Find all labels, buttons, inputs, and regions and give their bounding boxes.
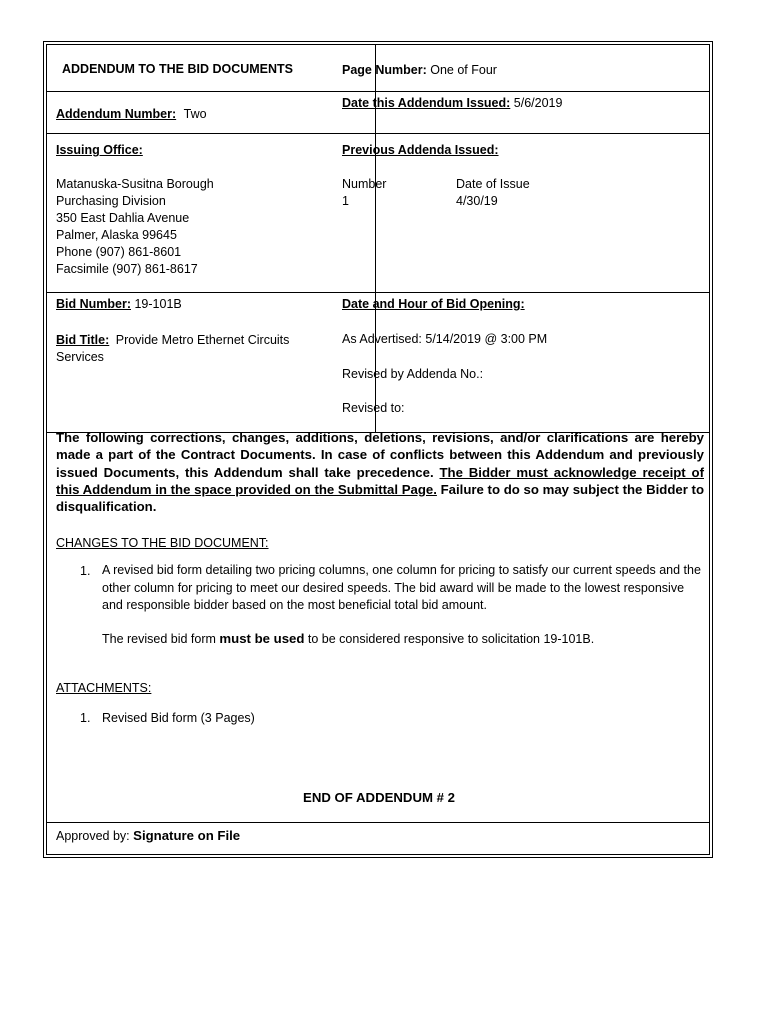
row-divider (47, 292, 709, 293)
issuing-office-line: Phone (907) 861-8601 (56, 245, 182, 259)
approval-signature: Signature on File (133, 828, 241, 843)
bid-title-value: Provide Metro Ethernet Circuits (115, 333, 290, 347)
addendum-number-label: Addendum Number: (56, 107, 177, 121)
bid-number-value: 19-101B (134, 297, 182, 311)
end-of-addendum: END OF ADDENDUM # 2 (303, 790, 455, 805)
changes-note-text: The revised bid form (102, 632, 220, 646)
issuing-office-line: Matanuska-Susitna Borough (56, 177, 214, 191)
date-issued (342, 95, 562, 111)
addendum-form (43, 41, 713, 858)
page-number-label: Page Number: (342, 63, 427, 77)
issuing-office-line: Facsimile (907) 861-8617 (56, 262, 198, 276)
changes-item-text: A revised bid form detailing two pricing columns, one column for pricing to satisfy our current speeds and the other column for pricing to meet our desired speeds. The bid award will be made to the lowest responsive and responsible bidder based on the most beneficial total bid amount. (102, 563, 701, 613)
document-title: ADDENDUM TO THE BID DOCUMENTS (62, 62, 294, 76)
addendum-number-value: Two (183, 107, 207, 121)
row-divider (47, 133, 709, 134)
issuing-office-label: Issuing Office: (56, 143, 143, 157)
changes-item-number: 1. (80, 564, 91, 578)
page-number (342, 62, 497, 78)
addenda-row-date: 4/30/19 (456, 194, 498, 208)
issuing-office-line: Purchasing Division (56, 194, 166, 208)
notice-text: Failure to do so may subject the Bidder to disqualification. (56, 481, 704, 515)
changes-note (102, 631, 594, 647)
previous-addenda-label: Previous Addenda Issued: (342, 143, 499, 157)
addenda-column-date: Date of Issue (456, 177, 530, 191)
notice-paragraph (56, 429, 704, 515)
bid-opening-label: Date and Hour of Bid Opening: (342, 297, 525, 311)
bid-opening-revised-to: Revised to: (342, 401, 405, 415)
addenda-column-number: Number (342, 177, 387, 191)
bid-number (56, 296, 182, 312)
notice-text: The following corrections, changes, additions, deletions, revisions, and/or clarifications are hereby made a part of the Contract Documents. In case of conflicts between this Addendum and previously issued Documents, this Addendum shall take precedence. (56, 430, 704, 480)
bid-title (56, 332, 289, 348)
date-issued-value: 5/6/2019 (513, 96, 563, 110)
addendum-number (56, 106, 207, 122)
changes-note-text: to be considered responsive to solicitation 19-101B. (304, 632, 595, 646)
notice-acknowledge-text: The Bidder must acknowledge receipt of this Addendum in the space provided on the Submittal Page. (56, 464, 704, 497)
changes-note-emphasis: must be used (219, 631, 305, 646)
addenda-row-number: 1 (342, 194, 349, 208)
changes-heading: CHANGES TO THE BID DOCUMENT: (56, 536, 269, 550)
bid-opening-advertised: As Advertised: 5/14/2019 @ 3:00 PM (342, 332, 548, 346)
row-divider (47, 822, 709, 823)
date-issued-label: Date this Addendum Issued: (342, 96, 511, 110)
issuing-office-line: Palmer, Alaska 99645 (56, 228, 177, 242)
approval-label: Approved by: (56, 829, 130, 843)
bid-number-label: Bid Number: (56, 297, 131, 311)
approval (56, 828, 240, 844)
issuing-office-line: 350 East Dahlia Avenue (56, 211, 190, 225)
attachments-heading: ATTACHMENTS: (56, 681, 152, 695)
form-inner-border (46, 44, 710, 855)
bid-title-continued: Services (56, 350, 104, 364)
attachments-item-number: 1. (80, 711, 91, 725)
bid-opening-revised-by: Revised by Addenda No.: (342, 367, 484, 381)
bid-title-label: Bid Title: (56, 333, 110, 347)
row-divider (47, 91, 709, 92)
page-number-value: One of Four (430, 63, 497, 77)
attachments-item-text: Revised Bid form (3 Pages) (102, 711, 255, 725)
